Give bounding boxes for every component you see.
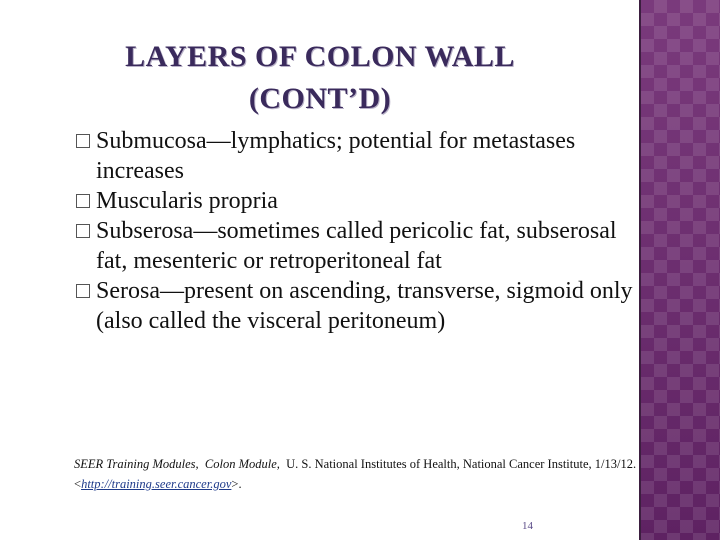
list-item [76,126,636,186]
title-line-2: (CONT’D) [248,82,392,115]
bullet-box-icon [76,284,90,298]
bullet-box-icon [76,134,90,148]
citation-link-open: < [74,477,82,491]
bullet-text: Muscularis propria [96,188,278,214]
citation-publisher: U. S. National Institutes of Health, National Cancer Institute, 1/13/12. [286,457,637,471]
citation-link-close: >. [231,477,242,491]
slide-title [60,36,580,120]
citation-source: SEER Training Modules, [74,457,199,471]
citation-link[interactable]: http://training.seer.cancer.gov [81,477,232,491]
citation-module: Colon Module, [204,457,280,471]
bullet-text: Submucosa—lymphatics; potential for metastases increases [96,128,576,184]
bullet-text: Subserosa—sometimes called pericolic fat, subserosal fat, mesenteric or retroperitoneal fat [96,218,617,274]
title-line-1: LAYERS OF COLON WALL [125,40,515,73]
list-item [76,276,636,336]
list-item [76,186,636,216]
decorative-side-panel [641,0,720,540]
bullet-box-icon [76,194,90,208]
bullet-list [76,126,636,336]
page-number: 14 [522,520,533,532]
list-item [76,216,636,276]
bullet-text: Serosa—present on ascending, transverse, sigmoid only (also called the visceral peritoneum) [96,278,633,334]
bullet-box-icon [76,224,90,238]
citation [74,454,644,494]
